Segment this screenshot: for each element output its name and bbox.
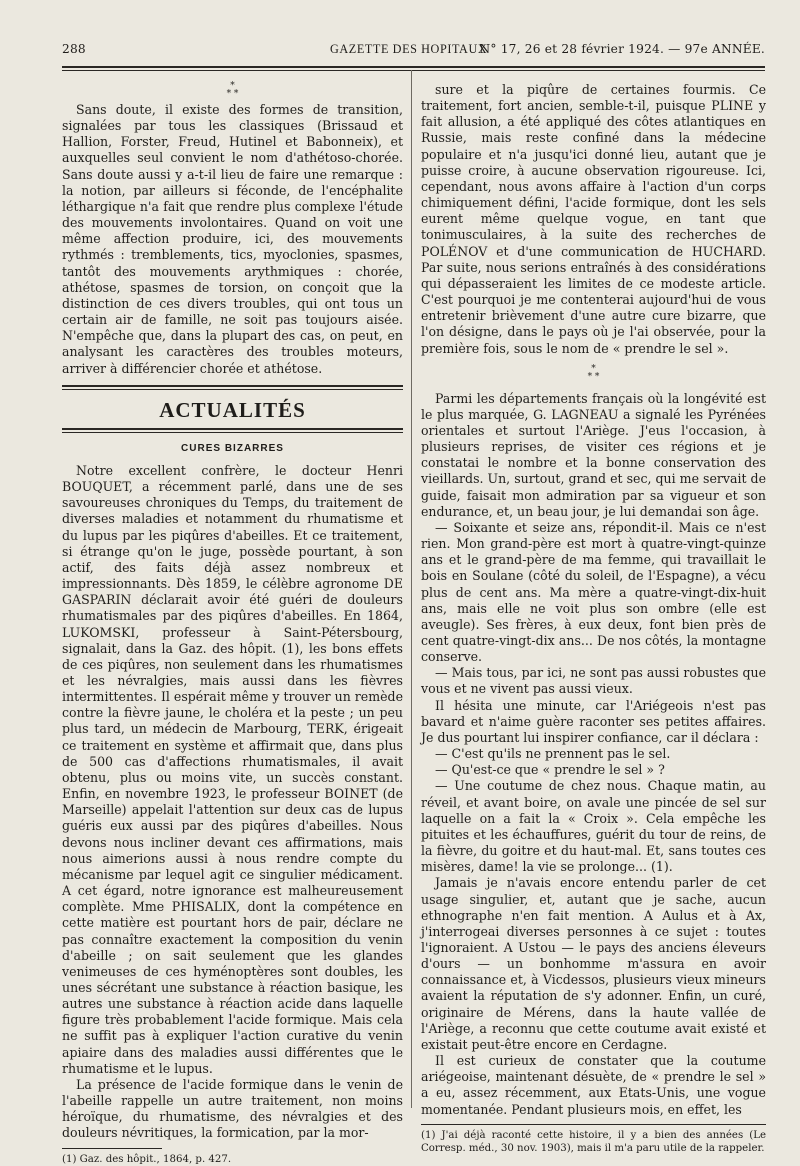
- running-header: [62, 42, 765, 62]
- header-rule-thin: [62, 70, 765, 71]
- page-number: 288: [62, 42, 86, 56]
- footnote: (1) Gaz. des hôpit., 1864, p. 427.: [62, 1153, 232, 1165]
- paragraph: — Qu'est-ce que « prendre le sel » ?: [435, 762, 665, 778]
- paragraph: sure et la piqûre de certaines fourmis. Ce traitement, fort ancien, semble-t-il, puisque PLINE y fait allusion, a été appliqué des côtes atlantiques en Russie, mais reste confiné dans la médecine populaire et n'a jusqu'ici donné lieu, autant que je puisse croire, à aucune observation rigoureuse. Ici, cependant, nous avons affaire à l'action d'un corps chimiquement défini, l'acide formique, dont les sels eurent même quelque vogue, en tant que tonimusculaires, à la suite des recherches de POLÉNOV et d'une communication de HUCHARD. Par suite, nous serions entraînés à des considérations qui dépasseraient les limites de ce modeste article. C'est pourquoi je me contenterai aujourd'hui de vous entretenir brièvement d'une autre cure bizarre, que l'on désigne, dans le pays où je l'ai observée, pour la première fois, sous le nom de « prendre le sel ».: [421, 82, 766, 356]
- section-rule: [62, 385, 403, 387]
- paragraph: — C'est qu'ils ne prennent pas le sel.: [435, 746, 671, 762]
- paragraph: — Soixante et seize ans, répondit-il. Mais ce n'est rien. Mon grand-père est mort à quatre-vingt-quinze ans et le grand-père de ma femme, qui travaillait le bois en Soulane (côté du soleil, de l'Espagne), a vécu plus de cent ans. Ma mère a quatre-vingt-dix-huit ans, mais elle ne voit plus son ombre (elle est aveugle). Ses frères, à eux deux, font bien près de cent quatre-vingt-dix ans... De nos côtés, la montagne conserve.: [421, 519, 766, 665]
- left-column: [62, 82, 403, 1166]
- footnote-rule: [421, 1124, 766, 1125]
- section-stars: * * *: [226, 81, 239, 99]
- footnote: (1) J'ai déjà raconté cette histoire, il y a bien des années (Le Corresp. méd., 30 nov. 1903), mais il m'a paru utile de la rappeler.: [421, 1129, 766, 1154]
- paragraph: La présence de l'acide formique dans le venin de l'abeille rappelle un autre traitement, non moins héroïque, du rhumatisme, des névralgies et des douleurs névritiques, la formication, par la mor-: [62, 1076, 403, 1141]
- section-stars: * * *: [587, 363, 600, 382]
- paragraph: Il hésita une minute, car l'Ariégeois n'est pas bavard et n'aime guère raconter ses petites affaires. Je dus pourtant lui inspirer confiance, car il déclara :: [421, 697, 766, 745]
- paragraph: Notre excellent confrère, le docteur Henri BOUQUET, a récemment parlé, dans une de ses savoureuses chroniques du Temps, du traitement de diverses maladies et notamment du rhumatisme et du lupus par les piqûres d'abeilles. Et ce traitement, si étrange qu'on le juge, possède pourtant, à son actif, des faits déjà assez nombreux et impressionnants. Dès 1859, le célèbre agronome DE GASPARIN déclarait avoir été guéri de douleurs rhumatismales par des piqûres d'abeilles. En 1864, LUKOMSKI, professeur à Saint-Pétersbourg, signalait, dans la Gaz. des hôpit. (1), les bons effets de ces piqûres, non seulement dans les rhumatismes et les névralgies, mais aussi dans les fièvres intermittentes. Il espérait même y trouver un remède contre la fièvre jaune, le choléra et la peste ; un peu plus tard, un médecin de Marbourg, TERK, érigeait ce traitement en système et affirmait que, dans plus de 500 cas d'affections rhumatismales, il avait obtenu, plus ou moins vite, un succès constant. Enfin, en novembre 1923, le professeur BOINET (de Marseille) appelait l'attention sur deux cas de lupus guéris eux aussi par des piqûres d'abeilles. Nous devons nous incliner devant ces affirmations, mais nous aimerions aussi à nous rendre compte du mécanisme par lequel agit ce singulier médicament. A cet égard, notre ignorance est malheureusement complète. Mme PHISALIX, dont la compétence en cette matière est pourtant hors de pair, déclare ne pas connaître exactement la composition du venin d'abeille ; on sait seulement que les glandes venimeuses de ces hyménoptères sont doubles, les unes sécrétant une substance à réaction basique, les autres une substance à réaction acide dans laquelle figure très probablement l'acide formique. Mais cela ne suffit pas à expliquer l'action curative du venin apiaire dans des maladies aussi différentes que le rhumatisme et le lupus.: [62, 462, 403, 1076]
- footnote-rule: [62, 1148, 162, 1149]
- paragraph: Sans doute, il existe des formes de transition, signalées par tous les classiques (Brissaud et Hallion, Forster, Freud, Hutinel et Babonneix), et auxquelles seul convient le nom d'athétoso-chorée. Sans doute aussi y a-t-il lieu de faire une remarque : la notion, par ailleurs si féconde, de l'encéphalite léthargique n'a fait que rendre plus complexe l'étude des mouvements involontaires. Quand on voit une même affection produire, ici, des mouvements rythmés : tremblements, tics, myoclonies, spasmes, tantôt des mouvements arythmiques : chorée, athétose, spasmes de torsion, on conçoit que la distinction de ces divers troubles, qui ont tous un certain air de famille, ne soit pas toujours aisée. N'empêche que, dans la plupart des cas, on peut, en analysant les caractères des troubles moteurs, arriver à différencier chorée et athétose.: [62, 102, 403, 376]
- issue-info: N° 17, 26 et 28 février 1924. — 97e ANNÉE.: [479, 42, 765, 56]
- section-rule-thin: [62, 432, 403, 433]
- section-rule: [62, 428, 403, 430]
- paragraph: Parmi les départements français où la longévité est le plus marquée, G. LAGNEAU a signalé les Pyrénées orientales et surtout l'Ariège. J'eus l'occasion, à plusieurs reprises, de visiter ces régions et je constatai le nombre et la bonne conservation des vieillards. Un, surtout, grand et sec, qui me servait de guide, faisait mon admiration par sa vigueur et son endurance, et, un beau jour, je lui demandai son âge.: [421, 390, 766, 519]
- paragraph: Il est curieux de constater que la coutume ariégeoise, maintenant désuète, de « prendre le sel » a eu, assez récemment, aux Etats-Unis, une vogue momentanée. Pendant plusieurs mois, en effet, les: [421, 1053, 766, 1117]
- article-subtitle: CURES BIZARRES: [181, 442, 284, 454]
- paragraph: Jamais je n'avais encore entendu parler de cet usage singulier, et, autant que je sache, aucun ethnographe n'en fait mention. A Aulus et à Ax, j'interrogeai diverses personnes à ce sujet : toutes l'ignoraient. A Ustou — le pays des anciens éleveurs d'ours — un bonhomme m'assura en avoir connaissance et, à Vicdessos, plusieurs vieux mineurs avaient la réputation de s'y adonner. Enfin, un curé, originaire de Mérens, dans la haute vallée de l'Ariège, a reconnu que cette coutume avait existé et existait peut-être encore en Cerdagne.: [421, 875, 766, 1052]
- header-rule-thick: [62, 66, 765, 68]
- right-column: [421, 82, 766, 1155]
- journal-title: GAZETTE DES HOPITAUX: [330, 42, 488, 56]
- paragraph: — Mais tous, par ici, ne sont pas aussi robustes que vous et ne vivent pas aussi vieux.: [421, 665, 766, 697]
- section-title: ACTUALITÉS: [159, 397, 306, 422]
- paragraph: — Une coutume de chez nous. Chaque matin, au réveil, et avant boire, on avale une pincée de sel sur laquelle on a fait la « Croix ». Cela empêche les pituites et les échauffures, guérit du tour de reins, de la fièvre, du goitre et du haut-mal. Et, sans toutes ces misères, dame! la vie se prolonge... (1).: [421, 778, 766, 875]
- section-rule-thin: [62, 389, 403, 390]
- column-divider: [411, 70, 412, 1108]
